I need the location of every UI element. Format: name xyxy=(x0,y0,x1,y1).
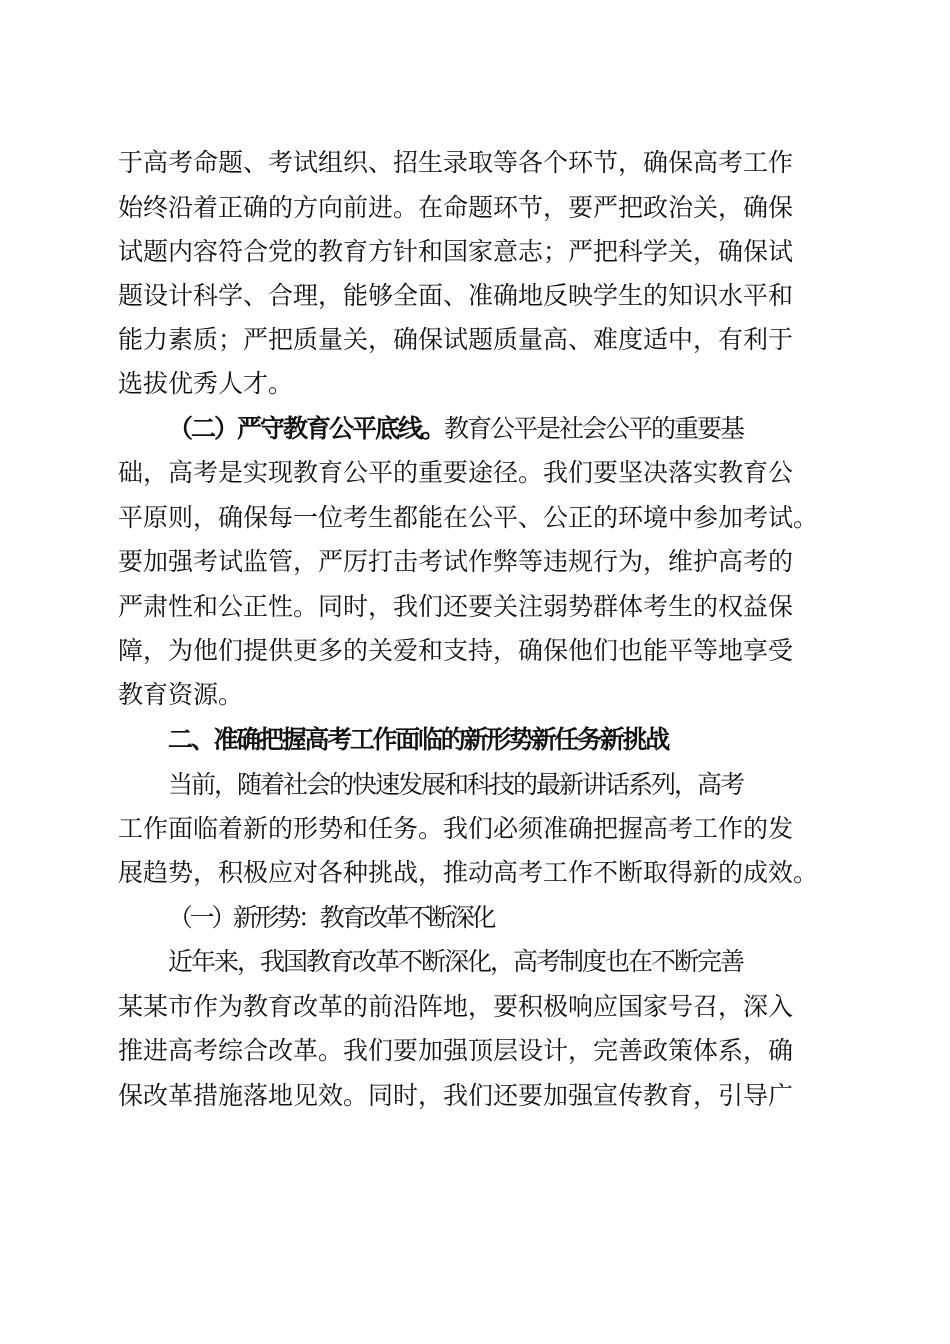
paragraph-line: 保改革措施落地见效。同时，我们还要加强宣传教育，引导广 xyxy=(118,1081,794,1110)
paragraph-line: 当前，随着社会的快速发展和科技的最新讲话系列，高考 xyxy=(168,770,744,799)
subsection-heading: （一）新形势：教育改革不断深化 xyxy=(168,903,494,932)
paragraph-line: 于高考命题、考试组织、招生录取等各个环节，确保高考工作 xyxy=(118,148,794,177)
paragraph-line: 推进高考综合改革。我们要加强顶层设计，完善政策体系，确 xyxy=(118,1036,794,1065)
paragraph-line: 障，为他们提供更多的关爱和支持，确保他们也能平等地享受 xyxy=(118,636,794,665)
paragraph-line: 某某市作为教育改革的前沿阵地，要积极响应国家号召，深入 xyxy=(118,992,794,1021)
paragraph-line: 近年来，我国教育改革不断深化，高考制度也在不断完善 xyxy=(168,947,744,976)
paragraph-line: 平原则，确保每一位考生都能在公平、公正的环境中参加考试。 xyxy=(118,503,819,532)
paragraph-line: 始终沿着正确的方向前进。在命题环节，要严把政治关，确保 xyxy=(118,193,794,222)
paragraph-line: 展趋势，积极应对各种挑战，推动高考工作不断取得新的成效。 xyxy=(118,858,819,887)
paragraph-line: 工作面临着新的形势和任务。我们必须准确把握高考工作的发 xyxy=(118,814,794,843)
paragraph-line: 能力素质；严把质量关，确保试题质量高、难度适中，有利于 xyxy=(118,325,794,354)
paragraph-lead-rest: 教育公平是社会公平的重要基 xyxy=(444,414,744,443)
section-heading: 二、准确把握高考工作面临的新形势新任务新挑战 xyxy=(168,725,669,754)
paragraph-lead-heading: （二）严守教育公平底线。 xyxy=(168,414,445,443)
paragraph-line: 础，高考是实现教育公平的重要途径。我们要坚决落实教育公 xyxy=(118,458,794,487)
paragraph-line: 严肃性和公正性。同时，我们还要关注弱势群体考生的权益保 xyxy=(118,592,794,621)
paragraph-line: 教育资源。 xyxy=(118,680,244,709)
paragraph-line: 题设计科学、合理，能够全面、准确地反映学生的知识水平和 xyxy=(118,281,794,310)
paragraph-line: 要加强考试监管，严厉打击考试作弊等违规行为，维护高考的 xyxy=(118,547,794,576)
paragraph-first-line xyxy=(168,409,880,449)
paragraph-line: 试题内容符合党的教育方针和国家意志；严把科学关，确保试 xyxy=(118,237,794,266)
paragraph-line: 选拔优秀人才。 xyxy=(118,369,294,398)
